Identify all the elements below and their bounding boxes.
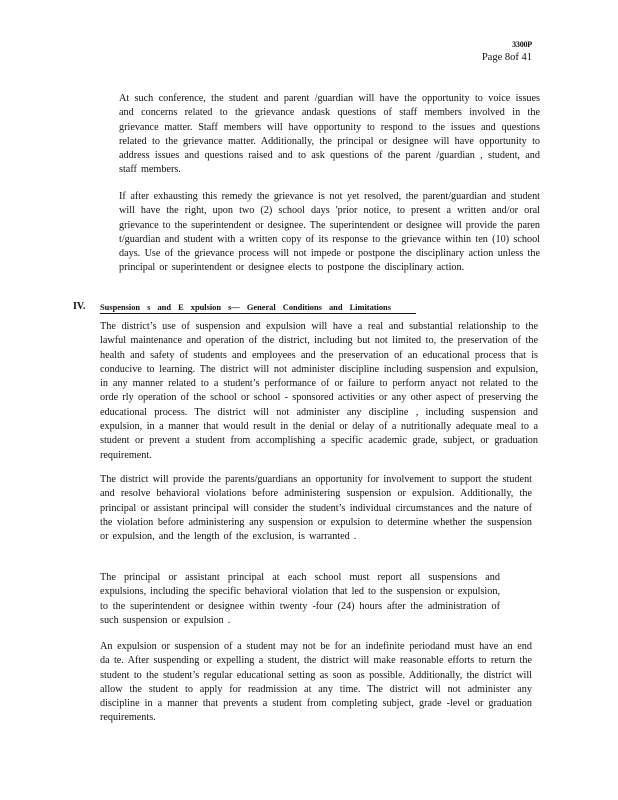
- paragraph-conference: At such conference, the student and parent /guardian will have the opportunity to voice issues and concerns related to the grievance andask questions of staff members involved in the grievance matter. Staff members will have opportunity to respond to the issues and questions related to the grievance matter. Additionally, the principal or designee will have opportunity to address issues and questions raised and to ask questions of the parent /guardian , student, and staff members.: [119, 93, 540, 176]
- section-title: Suspension s and E xpulsion s— General Conditions and Limitations: [100, 303, 416, 314]
- paragraph-exhausting-remedy: If after exhausting this remedy the grievance is not yet resolved, the parent/guardian and student will have the right, upon two (2) school days 'prior notice, to present a written and/or oral grievance to the superintendent or designee. The superintendent or designee will provide the paren t/guardian and student with a written copy of its response to the grievance within ten (10) school days. Use of the grievance process will not impede or postpone the disciplinary action unless the principal or superintendent or designee elects to postpone the disciplinary action.: [119, 191, 541, 274]
- paragraph-involvement: The district will provide the parents/guardians an opportunity for involvement to support the student and resolve behavioral violations before administering suspension or expulsion. Additionally, the principal or assistant principal will consider the student’s individual circumstances and the nature of the violation before administering any suspension or expulsion to determine whether the suspension or expulsion, and the length of the exclusion, is warranted .: [100, 474, 532, 543]
- paragraph-indefinite: An expulsion or suspension of a student may not be for an indefinite periodand must have an end da te. After suspending or expelling a student, the district will make reasonable efforts to return the student to the student’s regular educational setting as soon as possible. Additionally, the district will allow the student to apply for readmission at any time. The district will not administer any discipline in a manner that prevents a student from completing subject, grade -level or graduation requirements.: [100, 641, 532, 724]
- paragraph-relationship: The district’s use of suspension and expulsion will have a real and substantial relationship to the lawful maintenance and operation of the district, including but not limited to, the preservation of the health and safety of students and employees and the preservation of an educational process that is conducive to learning. The district will not administer discipline including suspension and expulsion, in any manner related to a student’s performance of or failure to perform anyact not related to the orde rly operation of the school or school - sponsored activities or any other aspect of preserving the educational process. The district will not administer any discipline , including suspension and expulsion, in a manner that would result in the denial or delay of a nutritionally adequate meal to a student or prevent a student from accomplishing a specific academic grade, subject, or graduation requirement.: [100, 321, 538, 461]
- section-number: IV.: [73, 301, 86, 312]
- policy-number: 3300P: [512, 40, 532, 49]
- paragraph-reporting: The principal or assistant principal at each school must report all suspensions and expulsions, including the specific behavioral violation that led to the suspension or expulsion, to the superintendent or designee within twenty -four (24) hours after the administration of such suspension or expulsion .: [100, 572, 500, 626]
- page-number: Page 8of 41: [481, 52, 532, 63]
